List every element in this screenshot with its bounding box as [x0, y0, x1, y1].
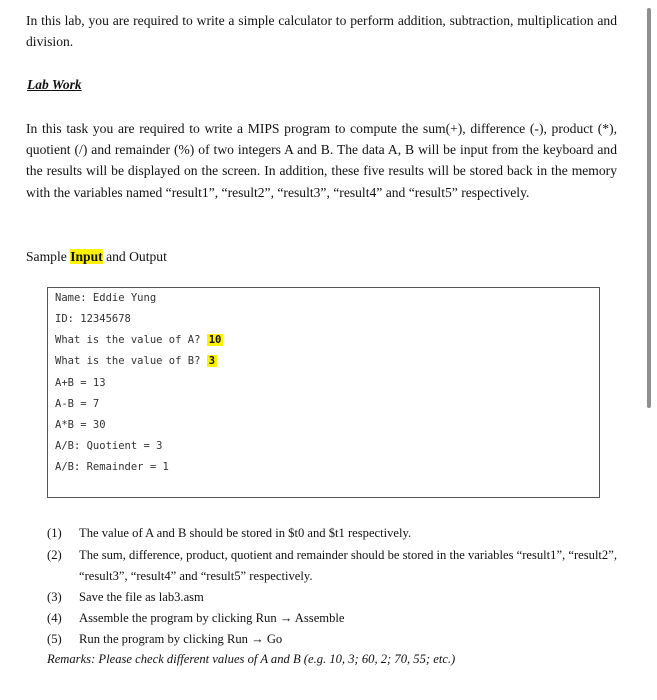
terminal-prompt-b-line — [55, 355, 217, 367]
terminal-id-line: ID: 12345678 — [55, 313, 131, 325]
terminal-input-a: 10 — [208, 334, 222, 346]
terminal-input-b: 3 — [208, 355, 216, 367]
step-1-number: (1) — [47, 526, 62, 540]
step-4-text: Assemble the program by clicking Run → Assemble — [79, 611, 345, 625]
vertical-scrollbar[interactable] — [647, 8, 651, 408]
step-5-text: Run the program by clicking Run → Go — [79, 632, 283, 646]
sample-input-highlight: Input — [70, 249, 103, 264]
task-paragraph: In this task you are required to write a MIPS program to compute the sum(+), difference (-), product (*), quotient (/) and remainder (%) of two integers A and B. The data A, B will be input from the keyboard and the results will be displayed on the screen. In addition, these five results will be stored back in the memory with the variables named “result1”, “result2”, “result3”, “result4” and “result5” respectively. — [26, 121, 617, 200]
terminal-prompt-b: What is the value of B? — [55, 355, 207, 367]
terminal-name-line: Name: Eddie Yung — [55, 292, 157, 304]
lab-work-heading: Lab Work — [27, 77, 82, 92]
terminal-quot-line: A/B: Quotient = 3 — [55, 440, 163, 452]
sample-heading — [26, 246, 617, 267]
remarks-text: Remarks: Please check different values of A and B (e.g. 10, 3; 60, 2; 70, 55; etc.) — [47, 652, 456, 666]
terminal-sum-line: A+B = 13 — [55, 377, 106, 389]
step-1-text: The value of A and B should be stored in $t0 and $t1 respectively. — [79, 526, 412, 540]
terminal-diff-line: A-B = 7 — [55, 398, 100, 410]
intro-paragraph: In this lab, you are required to write a simple calculator to perform addition, subtraction, multiplication and division. — [26, 13, 617, 50]
terminal-rem-line: A/B: Remainder = 1 — [55, 461, 169, 473]
step-2-number: (2) — [47, 548, 62, 562]
step-2-text: The sum, difference, product, quotient and remainder should be stored in the variables “result1”, “result2”, “result3”, “result4” and “result5” respectively. — [79, 548, 617, 583]
step-4-number: (4) — [47, 611, 62, 625]
step-3-number: (3) — [47, 590, 62, 604]
step-3-text: Save the file as lab3.asm — [79, 590, 204, 604]
sample-prefix: Sample — [26, 249, 71, 264]
terminal-prompt-a: What is the value of A? — [55, 334, 207, 346]
step-5-number: (5) — [47, 632, 62, 646]
terminal-prompt-a-line — [55, 334, 223, 346]
sample-output-box — [47, 287, 600, 498]
terminal-prod-line: A*B = 30 — [55, 419, 106, 431]
sample-suffix: and Output — [102, 249, 167, 264]
